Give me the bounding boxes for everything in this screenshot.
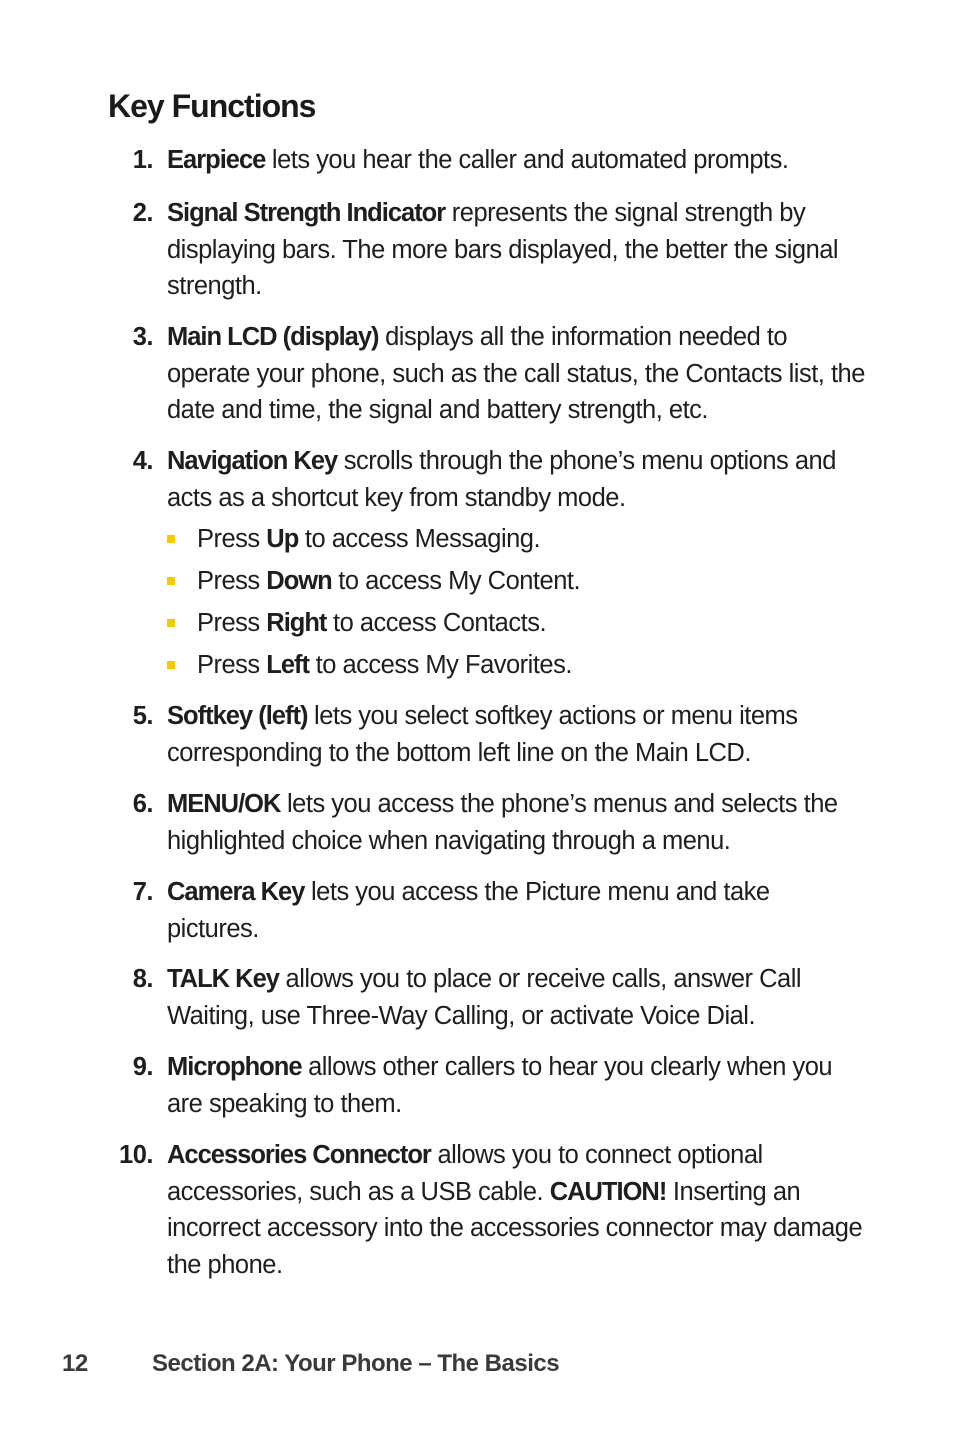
item-text: displays all the information needed to operate your phone, such as the call status, the Contacts list, the date and time, the signal and battery strength, etc. — [167, 323, 865, 424]
item-text-caution: Inserting an incorrect accessory into the accessories connector may damage the phone. — [167, 1177, 863, 1279]
item-text: scrolls through the phone’s menu options and acts as a shortcut key from standby mode. — [167, 447, 836, 512]
item-number: 1. — [132, 146, 153, 174]
item-number: 3. — [132, 323, 153, 351]
item-text: allows other callers to hear you clearly when you are speaking to them. — [167, 1053, 833, 1118]
item-term: Earpiece — [167, 146, 266, 174]
item-term: Softkey (left) — [167, 702, 308, 730]
list-item-main-lcd — [132, 319, 867, 429]
item-text: lets you select softkey actions or menu items corresponding to the bottom left line on the Main LCD. — [167, 702, 798, 767]
item-term: TALK Key — [167, 965, 279, 993]
item-text: allows you to place or receive calls, answer Call Waiting, use Three-Way Calling, or activate Voice Dial. — [167, 965, 802, 1030]
page-number: 12 — [62, 1350, 88, 1377]
page-heading: Key Functions — [108, 88, 316, 124]
subitem-text: Press Down to access My Content. — [197, 567, 581, 595]
square-bullet-icon — [167, 661, 175, 669]
item-number: 2. — [132, 199, 153, 227]
list-item-menu-ok — [132, 786, 867, 859]
item-text: lets you access the phone’s menus and selects the highlighted choice when navigating through a menu. — [167, 790, 838, 855]
square-bullet-icon — [167, 535, 175, 543]
item-text: lets you access the Picture menu and take pictures. — [167, 878, 770, 943]
section-title: Section 2A: Your Phone – The Basics — [152, 1350, 560, 1377]
square-bullet-icon — [167, 577, 175, 585]
item-number: 7. — [132, 878, 153, 906]
item-text: lets you hear the caller and automated prompts. — [265, 146, 789, 174]
item-term: Navigation Key — [167, 447, 338, 475]
list-item-accessories-connector — [119, 1137, 867, 1283]
item-term: Camera Key — [167, 878, 305, 906]
item-term: MENU/OK — [167, 790, 281, 818]
list-item-microphone — [132, 1049, 867, 1122]
item-term: Microphone — [167, 1053, 302, 1081]
subitem-text: Press Right to access Contacts. — [197, 609, 547, 637]
subitem-text: Press Up to access Messaging. — [197, 525, 541, 553]
item-number: 5. — [132, 702, 153, 730]
item-term: Main LCD (display) — [167, 323, 379, 351]
list-item-earpiece — [132, 142, 867, 179]
item-number: 6. — [132, 790, 153, 818]
list-item-camera-key — [132, 874, 867, 947]
item-term: Accessories Connector — [167, 1141, 431, 1169]
square-bullet-icon — [167, 619, 175, 627]
item-text: allows you to connect optional accessories, such as a USB cable. — [167, 1141, 763, 1206]
item-text: represents the signal strength by displaying bars. The more bars displayed, the better the signal strength. — [167, 199, 839, 300]
subitem-text: Press Left to access My Favorites. — [197, 651, 572, 679]
item-number: 10. — [119, 1141, 153, 1169]
list-item-softkey-left — [132, 698, 867, 771]
item-number: 4. — [132, 447, 153, 475]
list-item-navigation-key — [132, 443, 867, 516]
list-item-talk-key — [132, 961, 867, 1034]
caution-label: CAUTION! — [549, 1177, 667, 1206]
item-term: Signal Strength Indicator — [167, 199, 446, 227]
item-number: 9. — [132, 1053, 153, 1081]
list-item-signal-strength — [132, 195, 867, 305]
item-number: 8. — [132, 965, 153, 993]
